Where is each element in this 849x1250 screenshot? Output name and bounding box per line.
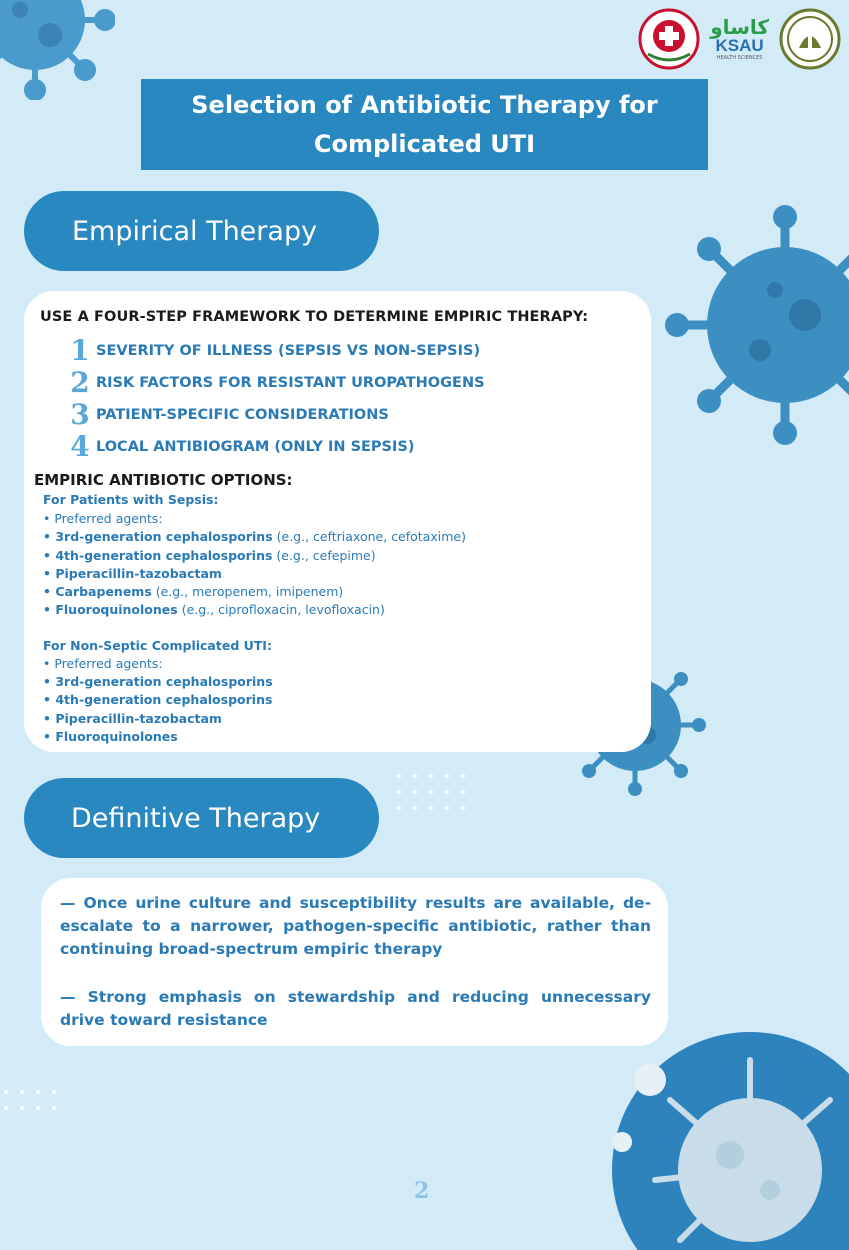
- step-number: 3: [70, 398, 90, 431]
- logo-bar: [638, 8, 841, 70]
- list-item: • 3rd-generation cephalosporins (e.g., ceftriaxone, cefotaxime): [43, 529, 466, 544]
- list-item: • Piperacillin-tazobactam: [43, 566, 222, 581]
- step-text: LOCAL ANTIBIOGRAM (ONLY IN SEPSIS): [96, 438, 415, 455]
- university-emblem-logo: [779, 8, 841, 70]
- step-2: [68, 366, 485, 399]
- step-3: [68, 398, 389, 431]
- sepsis-heading: For Patients with Sepsis:: [43, 492, 219, 507]
- definitive-heading-text: Definitive Therapy: [71, 802, 321, 834]
- virus-right-large-icon: [660, 200, 849, 450]
- definitive-therapy-heading: [24, 778, 379, 858]
- step-number: 2: [70, 366, 90, 399]
- empirical-therapy-heading: [24, 191, 379, 271]
- virus-bottom-right-icon: [560, 1030, 849, 1250]
- step-text: PATIENT-SPECIFIC CONSIDERATIONS: [96, 406, 389, 423]
- list-item: • Preferred agents:: [43, 656, 163, 671]
- ksau-arabic-text: كاساو: [710, 15, 769, 39]
- step-text: RISK FACTORS FOR RESISTANT UROPATHOGENS: [96, 374, 485, 391]
- dot-pattern: [395, 772, 485, 812]
- virus-top-left-icon: [0, 0, 115, 100]
- title-line-1: Selection of Antibiotic Therapy for: [191, 90, 658, 119]
- definitive-paragraph-2: — Strong emphasis on stewardship and reducing unnecessary drive toward resistance: [60, 988, 651, 1029]
- framework-title: USE A FOUR-STEP FRAMEWORK TO DETERMINE EMPIRIC THERAPY:: [40, 309, 589, 325]
- ksau-english-text: KSAU: [715, 36, 764, 55]
- page-title: [141, 79, 708, 170]
- list-item: • Fluoroquinolones (e.g., ciprofloxacin, levofloxacin): [43, 602, 385, 617]
- list-item: • 4th-generation cephalosporins: [43, 692, 273, 707]
- step-4: [68, 430, 414, 463]
- list-item: • Preferred agents:: [43, 511, 163, 526]
- non-septic-heading: For Non-Septic Complicated UTI:: [43, 638, 272, 653]
- dot-pattern-bottom: [0, 1088, 90, 1128]
- step-number: 4: [70, 430, 90, 463]
- list-item: • Piperacillin-tazobactam: [43, 711, 222, 726]
- options-title: EMPIRIC ANTIBIOTIC OPTIONS:: [34, 471, 293, 489]
- list-item: • Fluoroquinolones: [43, 729, 178, 744]
- step-text: SEVERITY OF ILLNESS (SEPSIS VS NON-SEPSIS): [96, 342, 481, 359]
- definitive-paragraph-1: — Once urine culture and susceptibility results are available, de-escalate to a narrower, pathogen-specific antibiotic, rather than continuing broad-spectrum empiric therapy: [60, 894, 651, 958]
- step-number: 1: [70, 334, 90, 367]
- title-line-2: Complicated UTI: [313, 129, 536, 158]
- list-item: • 3rd-generation cephalosporins: [43, 674, 273, 689]
- page-number: 2: [414, 1178, 430, 1204]
- empirical-heading-text: Empirical Therapy: [72, 215, 318, 247]
- hospital-emblem-logo: [638, 8, 700, 70]
- ksau-logo: [710, 17, 769, 61]
- list-item: • 4th-generation cephalosporins (e.g., cefepime): [43, 548, 376, 563]
- step-1: [68, 334, 480, 367]
- ksau-subtitle: HEALTH SCIENCES: [716, 55, 763, 61]
- list-item: • Carbapenems (e.g., meropenem, imipenem): [43, 584, 344, 599]
